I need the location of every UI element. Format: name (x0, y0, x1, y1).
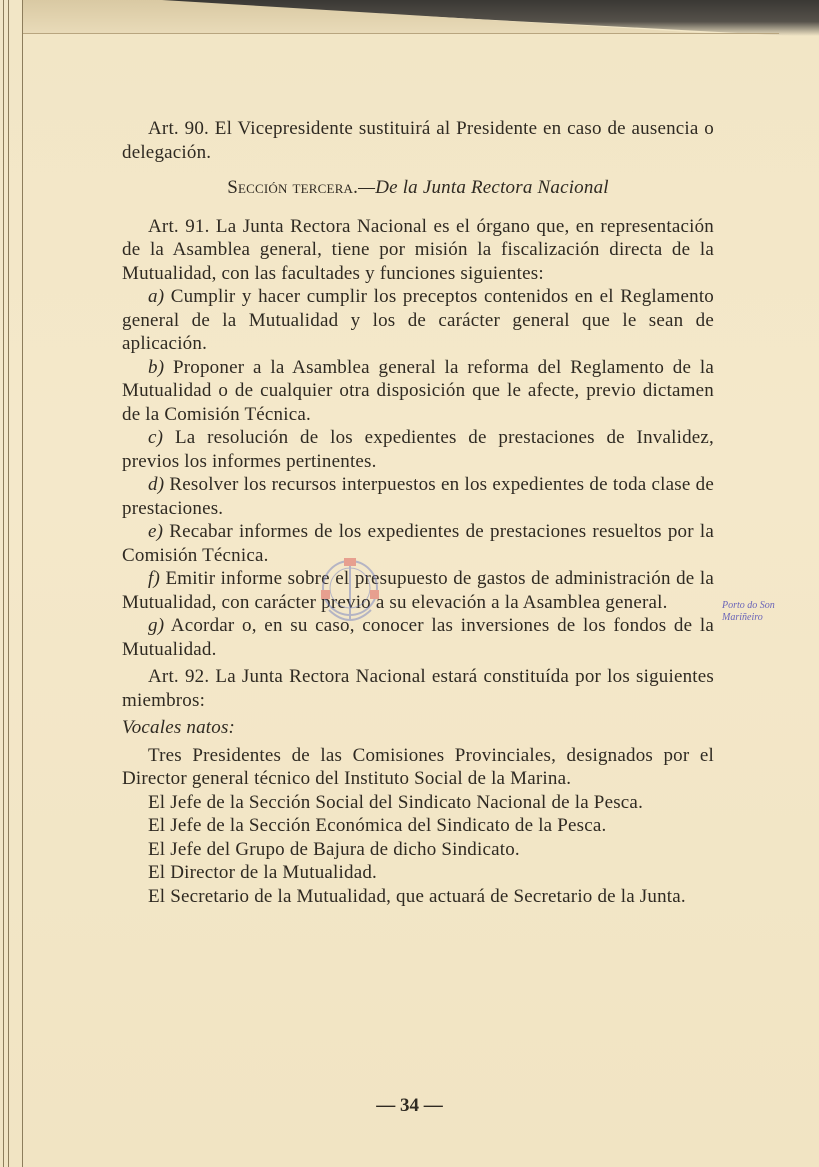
item-text: Resolver los recursos interpuestos en los expedientes de toda clase de prestaciones. (122, 474, 715, 519)
article-92 (122, 665, 714, 712)
list-item (122, 520, 714, 567)
page-edge-left-2 (8, 0, 9, 1167)
item-text: Emitir informe sobre el presupuesto de gastos de administración de la Mutualidad, con carácter previo a su elevación a la Asamblea general. (122, 568, 714, 613)
item-letter: c) (148, 427, 164, 448)
list-item (122, 567, 714, 614)
item-text: Cumplir y hacer cumplir los preceptos contenidos en el Reglamento general de la Mutualidad y los de carácter general que le sean de aplicación. (122, 286, 714, 354)
subheading-vocales: Vocales natos: (122, 717, 236, 738)
member-item: El Secretario de la Mutualidad, que actuará de Secretario de la Junta. (148, 885, 686, 907)
article-label: Art. 92. (148, 666, 210, 687)
article-text: La Junta Rectora Nacional es el órgano que, en representación de la Asamblea general, tiene por misión la fiscalización directa de la Mutualidad, con las facultades y funciones siguientes: (122, 215, 714, 284)
section-label: Sección tercera. (227, 177, 359, 198)
page-edge-top (22, 33, 779, 34)
page-edge-left-3 (22, 0, 23, 1167)
article-text: La Junta Rectora Nacional estará constituída por los siguientes miembros: (122, 666, 714, 711)
member-item: El Jefe de la Sección Económica del Sindicato de la Pesca. (148, 815, 607, 836)
item-letter: d) (148, 474, 165, 495)
article-label: Art. 90. (148, 118, 209, 139)
list-item (122, 426, 714, 473)
list-item (122, 473, 714, 520)
member-item: El Jefe de la Sección Social del Sindicato Nacional de la Pesca. (148, 791, 644, 813)
watermark-signature: Porto do Son Mariñeiro (722, 600, 775, 623)
item-text: Recabar informes de los expedientes de prestaciones resueltos por la Comisión Técnica. (122, 521, 715, 566)
item-letter: b) (148, 356, 165, 378)
article-90 (122, 117, 714, 164)
item-text: Acordar o, en su caso, conocer las inversiones de los fondos de la Mutualidad. (122, 615, 714, 660)
item-text: La resolución de los expedientes de prestaciones de Invalidez, previos los informes pertinentes. (122, 427, 714, 472)
item-letter: e) (148, 521, 164, 542)
article-text: El Vicepresidente sustituirá al Presidente en caso de ausencia o delegación. (122, 118, 714, 163)
list-item (122, 285, 714, 356)
page-edge-left-1 (3, 0, 4, 1167)
list-item (122, 356, 714, 427)
article-91 (122, 215, 714, 286)
item-text: Proponer a la Asamblea general la reforma del Reglamento de la Mutualidad o de cualquier otra disposición que le afecte, previo dictamen de la Comisión Técnica. (122, 356, 714, 425)
item-letter: a) (148, 286, 165, 307)
member-item: El Director de la Mutualidad. (148, 862, 377, 883)
member-item: Tres Presidentes de las Comisiones Provinciales, designados por el Director general técnico del Instituto Social de la Marina. (122, 744, 714, 789)
item-letter: g) (148, 615, 165, 636)
member-item: El Jefe del Grupo de Bajura de dicho Sindicato. (148, 838, 520, 860)
document-body (122, 117, 714, 908)
page-number: — 34 — (376, 1095, 443, 1116)
section-title: —De la Junta Rectora Nacional (358, 177, 609, 198)
list-item (122, 614, 714, 661)
article-label: Art. 91. (148, 215, 210, 237)
section-heading (122, 176, 714, 200)
item-letter: f) (148, 568, 161, 589)
